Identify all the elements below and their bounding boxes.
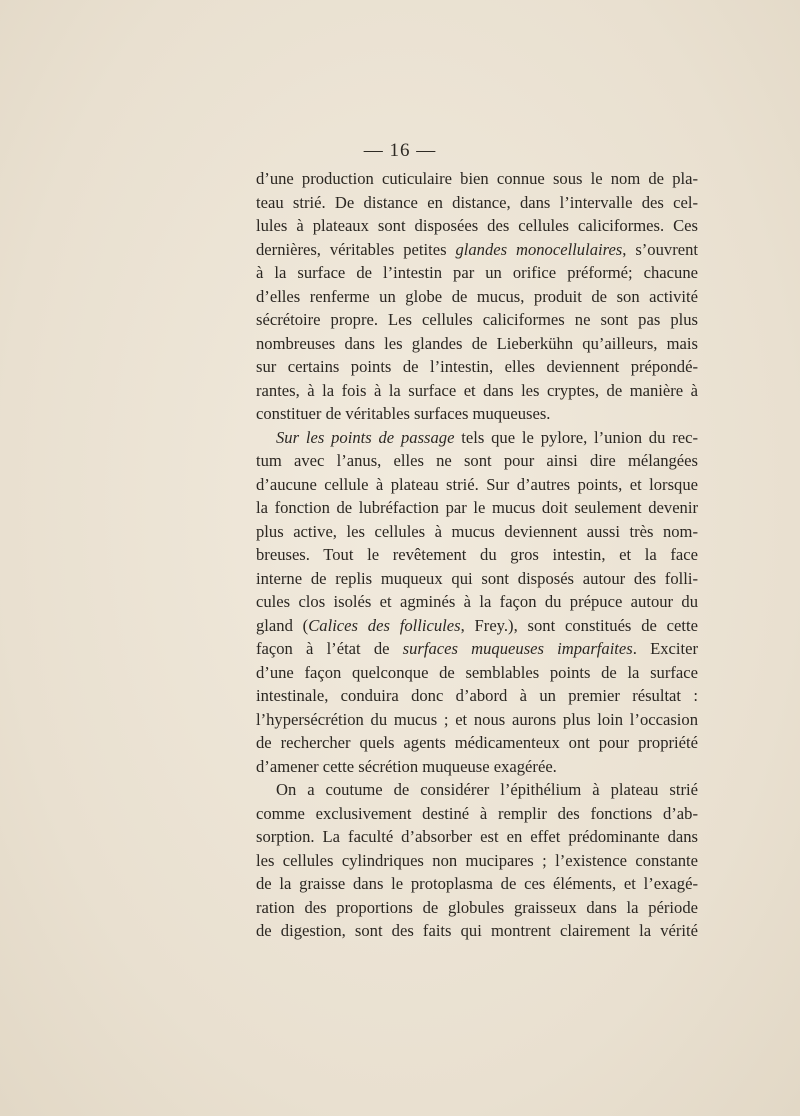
text-line xyxy=(256,308,698,332)
text-run: sécrétoire propre. Les cellules caliciformes ne sont pas plus xyxy=(256,310,698,329)
text-line xyxy=(256,191,698,215)
text-line xyxy=(256,755,698,779)
text-line xyxy=(256,496,698,520)
text-run: On a coutume de considérer l’épithélium à plateau strié xyxy=(276,780,698,799)
text-line xyxy=(256,473,698,497)
text-line xyxy=(256,825,698,849)
text-run: cules clos isolés et agminés à la façon du prépuce autour du xyxy=(256,592,698,611)
text-run: ration des proportions de globules graisseux dans la période xyxy=(256,897,698,917)
text-line xyxy=(256,590,698,614)
text-line xyxy=(256,285,698,309)
text-run: l’hypersécrétion du mucus ; et nous aurons plus loin l’occasion xyxy=(256,709,698,729)
text-run: de digestion, sont des faits qui montrent clairement la vérité xyxy=(256,921,698,940)
text-line xyxy=(256,896,698,920)
text-line xyxy=(256,238,698,262)
text-line xyxy=(256,567,698,591)
text-run: intestinale, conduira donc d’abord à un premier résultat : xyxy=(256,686,698,705)
text-line xyxy=(256,426,698,450)
italic-text: glandes monocellulaires xyxy=(455,239,623,259)
text-run: tels que le pylore, l’union du rec- xyxy=(454,427,698,447)
text-line xyxy=(256,637,698,661)
text-run: nombreuses dans les glandes de Lieberkühn qu’ailleurs, mais xyxy=(256,333,698,353)
text-line xyxy=(256,919,698,943)
text-line xyxy=(256,708,698,732)
text-run: d’une production cuticulaire bien connue sous le nom de pla- xyxy=(256,169,698,188)
text-line xyxy=(256,731,698,755)
text-run: , Frey.), sont constitués de cette xyxy=(460,615,699,635)
text-run: sur certains points de l’intestin, elles deviennent prépondé- xyxy=(256,357,698,376)
text-run: breuses. Tout le revêtement du gros intestin, et la face xyxy=(256,545,698,564)
text-run: à la surface de l’intestin par un orifice préformé; chacune xyxy=(256,263,698,282)
body-text xyxy=(256,167,698,943)
text-run: constituer de véritables surfaces muqueuses. xyxy=(256,404,551,423)
text-line xyxy=(256,355,698,379)
text-line xyxy=(256,520,698,544)
text-line xyxy=(256,261,698,285)
text-run: les cellules cylindriques non mucipares ; l’existence constante xyxy=(256,850,698,870)
text-line xyxy=(256,449,698,473)
text-run: lules à plateaux sont disposées des cellules caliciformes. Ces xyxy=(256,216,698,235)
text-run: interne de replis muqueux qui sont disposés autour des folli- xyxy=(256,568,698,588)
text-line xyxy=(256,614,698,638)
italic-text: Sur les points de passage xyxy=(276,427,455,447)
text-line xyxy=(256,661,698,685)
text-line xyxy=(256,684,698,708)
text-run: d’amener cette sécrétion muqueuse exagérée. xyxy=(256,756,557,776)
text-run: comme exclusivement destiné à remplir des fonctions d’ab- xyxy=(256,803,698,823)
text-line xyxy=(256,802,698,826)
text-run: de la graisse dans le protoplasma de ces éléments, et l’exagé- xyxy=(256,874,698,893)
text-run: . Exciter xyxy=(632,639,698,658)
text-run: dernières, véritables petites xyxy=(256,239,456,259)
text-run: teau strié. De distance en distance, dans l’intervalle des cel- xyxy=(256,192,698,212)
text-line xyxy=(256,849,698,873)
text-run: d’aucune cellule à plateau strié. Sur d’autres points, et lorsque xyxy=(256,474,698,494)
text-run: plus active, les cellules à mucus deviennent aussi très nom- xyxy=(256,521,698,541)
text-run: tum avec l’anus, elles ne sont pour ainsi dire mélangées xyxy=(256,451,698,470)
page-number: — 16 — xyxy=(363,140,437,161)
text-line xyxy=(256,379,698,403)
italic-text: surfaces muqueuses imparfaites xyxy=(402,639,633,658)
text-run: rantes, à la fois à la surface et dans les cryptes, de manière à xyxy=(256,380,698,400)
text-run: la fonction de lubréfaction par le mucus doit seulement devenir xyxy=(256,498,698,517)
text-run: de rechercher quels agents médicamenteux ont pour propriété xyxy=(256,733,698,752)
text-line xyxy=(256,214,698,238)
italic-text: Calices des follicules xyxy=(308,615,461,635)
text-run: d’elles renferme un globe de mucus, produit de son activité xyxy=(256,286,698,306)
text-run: , s’ouvrent xyxy=(622,239,698,259)
text-line xyxy=(256,402,698,426)
text-run: gland ( xyxy=(256,615,309,635)
text-line xyxy=(256,872,698,896)
text-line xyxy=(256,167,698,191)
text-run: façon à l’état de xyxy=(256,639,403,658)
text-line xyxy=(256,543,698,567)
text-line xyxy=(256,332,698,356)
text-run: d’une façon quelconque de semblables points de la surface xyxy=(256,662,698,682)
text-line xyxy=(256,778,698,802)
text-run: sorption. La faculté d’absorber est en effet prédominante dans xyxy=(256,827,698,846)
